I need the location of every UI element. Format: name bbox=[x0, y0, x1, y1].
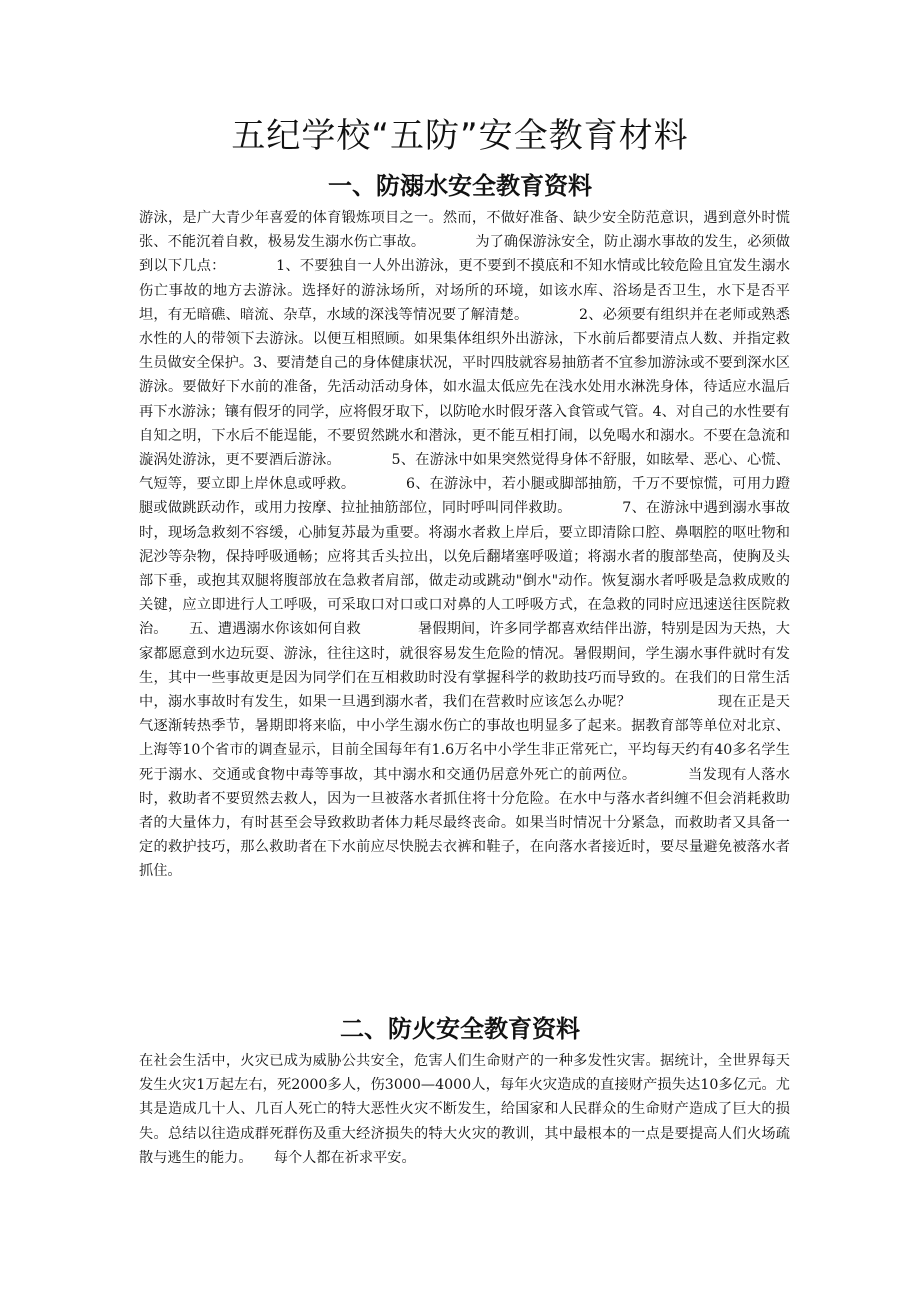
section-heading-fire: 二、防火安全教育资料 bbox=[340, 1015, 580, 1043]
section-body-drowning: 游泳，是广大青少年喜爱的体育锻炼项目之一。然而，不做好准备、缺少安全防范意识，遇到意外时慌张、不能沉着自救，极易发生溺水伤亡事故。 为了确保游泳安全，防止溺水事故的发生，必须做到以下几点： 1、不要独自一人外出游泳，更不要到不摸底和不知水情或比较危险且宜发生溺水伤亡事故的地方去游泳。选择好的游泳场所，对场所的环境，如该水库、浴场是否卫生，水下是否平坦，有无暗礁、暗流、杂草，水域的深浅等情况要了解清楚。 2、必须要有组织并在老师或熟悉水性的人的带领下去游泳。以便互相照顾。如果集体组织外出游泳，下水前后都要清点人数、并指定救生员做安全保护。3、要清楚自己的身体健康状况，平时四肢就容易抽筋者不宜参加游泳或不要到深水区游泳。要做好下水前的准备，先活动活动身体，如水温太低应先在浅水处用水淋洗身体，待适应水温后再下水游泳；镶有假牙的同学，应将假牙取下，以防呛水时假牙落入食管或气管。4、对自己的水性要有自知之明，下水后不能逞能，不要贸然跳水和潜泳，更不能互相打闹，以免喝水和溺水。不要在急流和漩涡处游泳，更不要酒后游泳。 5、在游泳中如果突然觉得身体不舒服，如眩晕、恶心、心慌、气短等，要立即上岸休息或呼救。 6、在游泳中，若小腿或脚部抽筋，千万不要惊慌，可用力蹬腿或做跳跃动作，或用力按摩、拉扯抽筋部位，同时呼叫同伴救助。 7、在游泳中遇到溺水事故时，现场急救刻不容缓，心肺复苏最为重要。将溺水者救上岸后，要立即清除口腔、鼻咽腔的呕吐物和泥沙等杂物，保持呼吸通畅；应将其舌头拉出，以免后翻堵塞呼吸道；将溺水者的腹部垫高，使胸及头部下垂，或抱其双腿将腹部放在急救者肩部，做走动或跳动"倒水"动作。恢复溺水者呼吸是急救成败的关键，应立即进行人工呼吸，可采取口对口或口对鼻的人工呼吸方式，在急救的同时应迅速送往医院救治。 五、遭遇溺水你该如何自救 暑假期间，许多同学都喜欢结伴出游，特别是因为天热，大家都愿意到水边玩耍、游泳，往往这时，就很容易发生危险的情况。暑假期间，学生溺水事件就时有发生，其中一些事故更是因为同学们在互相救助时没有掌握科学的救助技巧而导致的。在我们的日常生活中，溺水事故时有发生，如果一旦遇到溺水者，我们在营救时应该怎么办呢？ 现在正是天气逐渐转热季节，暑期即将来临，中小学生溺水伤亡的事故也明显多了起来。据教育部等单位对北京、上海等10个省市的调查显示，目前全国每年有1.6万名中小学生非正常死亡，平均每天约有40多名学生死于溺水、交通或食物中毒等事故，其中溺水和交通仍居意外死亡的前两位。 当发现有人落水时，救助者不要贸然去救人，因为一旦被落水者抓住将十分危险。在水中与落水者纠缠不但会消耗救助者的大量体力，有时甚至会导致救助者体力耗尽最终丧命。如果当时情况十分紧急，而救助者又具备一定的救护技巧，那么救助者在下水前应尽快脱去衣裤和鞋子，在向落水者接近时，要尽量避免被落水者抓住。 bbox=[139, 210, 790, 880]
section-body-fire: 在社会生活中，火灾已成为威胁公共安全，危害人们生命财产的一种多发性灾害。据统计，全世界每天发生火灾1万起左右，死2000多人，伤3000—4000人，每年火灾造成的直接财产损失达10多亿元。尤其是造成几十人、几百人死亡的特大恶性火灾不断发生，给国家和人民群众的生命财产造成了巨大的损失。总结以往造成群死群伤及重大经济损失的特大火灾的教训，其中最根本的一点是要提高人们火场疏散与逃生的能力。 每个人都在祈求平安。 bbox=[139, 1053, 790, 1166]
section-heading-drowning: 一、防溺水安全教育资料 bbox=[328, 172, 592, 200]
document-title: 五纪学校“五防”安全教育材料 bbox=[231, 116, 689, 156]
